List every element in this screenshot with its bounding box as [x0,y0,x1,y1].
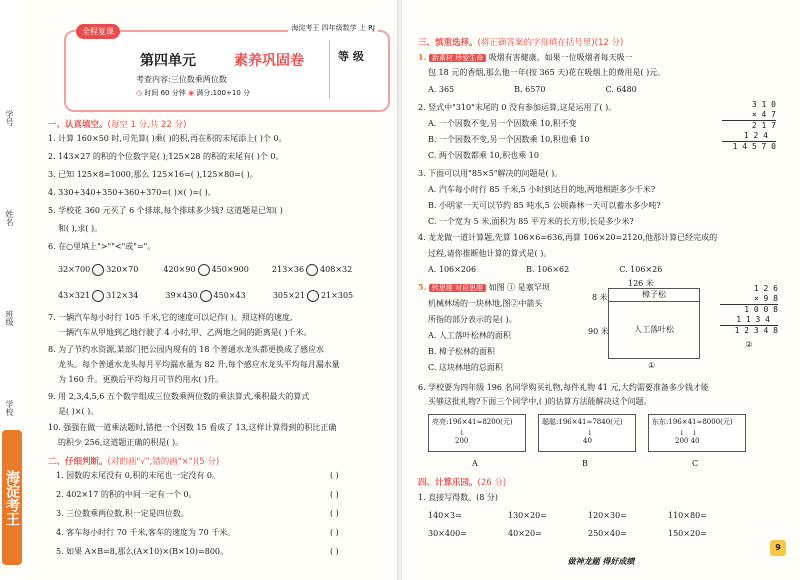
s3-q5a: 5. 转思维 对应思维 如图 ① 是塞罕坝 [418,282,550,292]
judge-item-1: 1. 因数的末尾没有 0,积的末尾也一定没有 0。 [56,471,220,480]
s3-q2: 2. 竖式中"310"末尾的 0 没有参加运算,这是运用了( )。 [418,103,617,112]
brand-logo: 海淀考王 [2,430,22,565]
full-score: 满分:100+10 分 [196,89,250,97]
s1-q8c: 为 160 升。更换后平均每月可节约用水( )升。 [58,375,224,384]
clock-icon: ◷ [136,89,143,97]
s3-q2-opt-c: C. 两个因数都乘 10,积也乘 10 [428,151,539,160]
left-page [0,0,398,580]
calc-1: 140×3= [428,511,462,520]
s3-q6a: 6. 学校要为四年级 196 名同学购买礼物,每件礼物 41 元,大约需要准备多少钱才能 [418,383,709,392]
s3-q3-opt-a: A. 汽车每小时行 85 千米,5 小时到达目的地,两地相距多少千米? [428,185,656,194]
exam-meta [136,88,250,98]
judge-item-3: 3. 三位数乘两位数,积一定是四位数。 [56,509,189,518]
review-badge: 全程复课 [76,24,120,39]
compare-row-2: 43×321 312×34 39×430 450×43 305×21 21×305 [58,291,354,300]
score-icon: ◉ [187,89,195,97]
judge-paren-5: ( ) [330,547,339,556]
vertical-calc-310x47: 3 1 0 × 4 7 2 1 7 1 2 4 1 4 5 7 0 [722,100,776,152]
s1-q5b: 和( ),求( )。 [58,224,103,233]
judge-paren-4: ( ) [330,528,339,537]
card-letter-c: C [692,459,699,468]
s3-q4b: 过程,请你推断他计算的算式是( )。 [428,249,552,258]
calc-8: 150×20= [668,529,707,538]
s3-q4a: 4. 龙龙做一道计算题,先算 106×6=636,再算 106×20=2120,他那计算已经完成的 [418,233,718,242]
calc-2: 130×20= [508,511,547,520]
s1-q9b: 是( )×( )。 [58,407,99,416]
judge-item-2: 2. 402×17 的积的中间一定有一个 0。 [56,490,197,499]
s1-q7b: 一辆汽车从甲地到乙地行驶了 4 小时,甲、乙两地之间的距离是( )千米。 [58,328,312,337]
fig1-main-height: 90 米 [588,327,609,336]
grade-label: 等 级 [338,50,364,63]
section-1-title: 一、认真填空。(每空 1 分,共 22 分) [48,120,187,130]
s3-q5c: 所指的部分表示的是( )。 [428,315,517,324]
margin-label-class: 班级 [5,310,14,326]
s3-q2-opt-b: B. 一个因数不变,另一个因数乘 10,积也乘 10 [428,135,590,144]
card-letter-a: A [472,459,478,468]
s1-q6: 6. 在○里填上">""<"或"="。 [48,242,156,251]
judge-paren-3: ( ) [330,509,339,518]
s1-q5a: 5. 学校花 360 元买了 6 个排球,每个排球多少钱? 这道题是已知( ) [48,206,283,215]
s1-q9a: 9. 用 2,3,4,5,6 五个数字组成三位数乘两位数的乘法算式,乘积最大的算式 [48,392,310,401]
fig1-number: ① [648,361,656,370]
fig1-pine-strip: 樟子松 [608,288,700,302]
s1-q10b: 的积少 256,这道题正确的积是( )。 [58,438,184,447]
fig1-larch-area: 人工落叶松 [608,301,700,359]
s3-q3: 3. 下面可以用"85×5"解决的问题是( )。 [418,169,563,178]
exam-title: 素养巩固卷 [234,53,304,69]
page-footer: 做神龙题 得好成绩 [567,556,635,566]
margin-label-school: 学校 [5,400,14,416]
s3-q4-options: A. 106×206 B. 106×62 C. 106×26 [428,265,663,274]
margin-label-name: 姓名 [5,210,14,226]
judge-item-5: 5. 如果 A×B=8,那么(A×10)×(B×10)=800。 [56,547,228,556]
s1-q4: 4. 330+340+350+360+370=( )×( )=( )。 [48,188,216,197]
fig1-width-label: 126 米 [628,279,654,288]
fig1-strip-height: 8 米 [592,293,608,302]
margin-label-student-id: 学号 [5,110,14,126]
judge-paren-2: ( ) [330,490,339,499]
s1-q8b: 龙头。每个普通水龙头每月平均漏水量为 82 升,每个感应水龙头平均每月漏水量 [58,360,340,369]
vertical-calc-126x98: 1 2 6 × 9 8 1 0 0 8 1 1 3 4 1 2 3 4 8 ② [720,284,778,350]
series-label: 海淀考王 四年级数学 上 RJ [288,23,378,33]
s1-q8a: 8. 为了节约水资源,某部门把公园内现有的 18 个普通水龙头都更换成了感应水 [48,345,324,354]
calc-3: 120×30= [588,511,627,520]
s4-sub: 1. 直接写得数。(8 分) [418,493,499,502]
s3-q1b: 包 18 元的香烟,那么他一年(按 365 天)花在吸烟上的费用是( )元。 [428,68,666,77]
s1-q7a: 7. 一辆汽车每小时行 105 千米,它的速度可以记作( )。照这样的速度, [48,313,293,322]
s1-q1: 1. 计算 160×50 时,可先算( )乘( )的积,再在积的末尾添上( )个 0。 [48,134,287,143]
calc-7: 250×40= [588,529,627,538]
s3-q5-opt-b: B. 樟子松林的面积 [428,347,495,356]
s3-q5-opt-a: A. 人工落叶松林的面积 [428,331,511,340]
calc-4: 110×80= [668,511,707,520]
exam-content: 考查内容:三位数乘两位数 [136,75,227,84]
estimate-card-b: 聪聪:196×41≈7840(元) ↓ 40 [538,414,636,452]
calc-5: 30×400= [428,529,467,538]
s1-q3: 3. 已知 125×8=1000,那么 125×16=( ),125×80=( )。 [48,170,258,179]
s3-q3-opt-b: B. 小明家一天可以节约 85 吨水,5 公顷森林一天可以蓄水多少吨? [428,201,661,210]
time-limit: 时间 60 分钟 [144,89,186,97]
s3-q5-opt-c: C. 这块林地的总面积 [428,363,503,372]
unit-title: 第四单元 [140,53,196,69]
s1-q2: 2. 143×27 的积的个位数字是( );125×28 的积的末尾有( )个 0。 [48,152,284,161]
s3-q2-opt-a: A. 一个因数不变,另一个因数乘 10,积不变 [428,119,577,128]
page-number: 9 [770,540,786,556]
grade-box [329,40,388,98]
s3-q3-opt-c: C. 一个宽为 5 米,面积为 85 平方米的长方形,长是多少米? [428,217,634,226]
s3-q1-options: A. 365 B. 6570 C. 6480 [428,85,637,94]
section-3-title: 三、慎重选择。(将正确答案的字母填在括号里)(12 分) [418,38,624,48]
s1-q10a: 10. 强强在做一道乘法题时,错把一个因数 15 看成了 13,这样计算得到的积比正确 [48,423,337,432]
judge-item-4: 4. 客车每小时行 70 千米,客车的速度为 70 千米。 [56,528,236,537]
calc-6: 40×20= [508,529,542,538]
judge-paren-1: ( ) [330,471,339,480]
s3-q1a: 1. 新素材 珍爱生命 吸烟有害健康。如果一位吸烟者每天吸一 [418,52,633,62]
section-4-title: 四、计算乐园。(26 分) [418,478,507,488]
binding-margin [0,0,22,580]
estimate-card-c: 东东:196×41≈8000(元) ↓ ↓ 200 40 [648,414,746,452]
s3-q6b: 买够这批礼物?下面三个同学中,( )的估算方法能解决这个问题。 [428,397,652,406]
s3-q5b: 机械林场的一块林地,图②中箭头 [428,299,543,308]
section-2-title: 二、仔细判断。(对的画"√",错的画"×")(5 分) [48,457,220,467]
estimate-card-a: 亮亮:196×41≈8200(元) ↓ 200 [428,414,526,452]
right-page [402,0,800,580]
exam-header [64,24,390,112]
compare-row-1: 32×700 320×70 420×90 450×900 213×36 408×32 [58,265,353,274]
card-letter-b: B [582,459,588,468]
